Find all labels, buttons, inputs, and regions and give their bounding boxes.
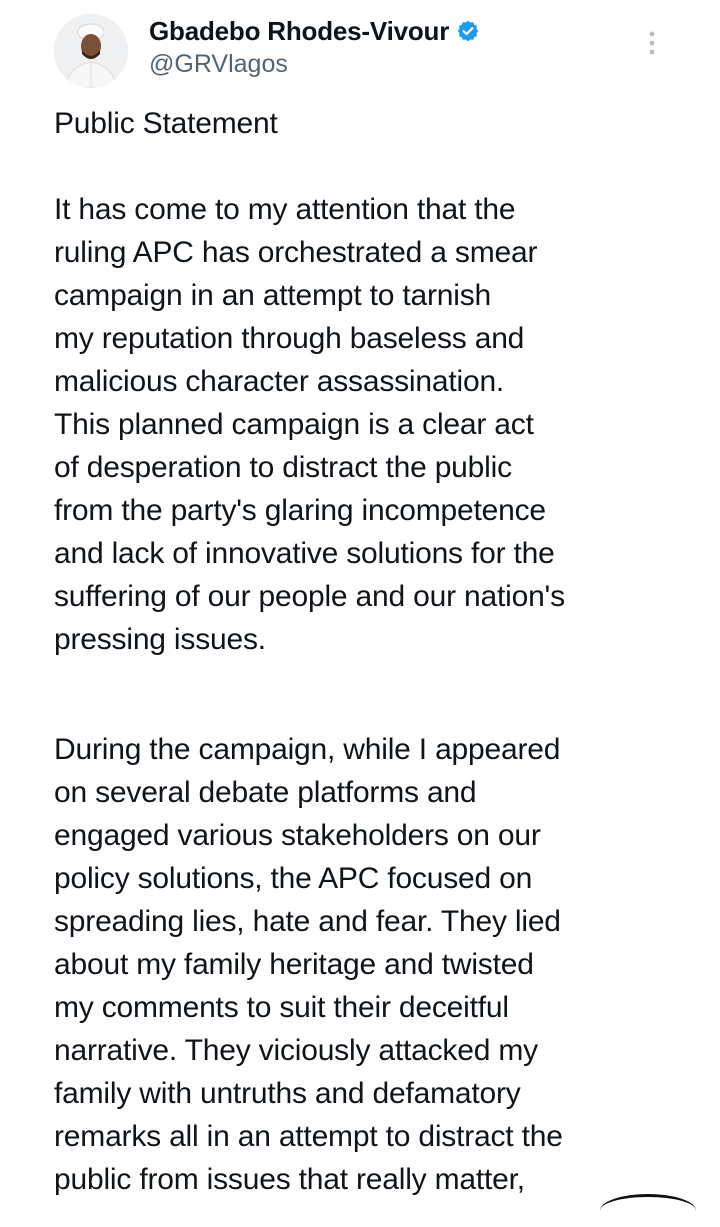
paragraph-2-line: policy solutions, the APC focused on bbox=[54, 862, 533, 895]
paragraph-2-line: public from issues that really matter, bbox=[54, 1163, 525, 1196]
display-name[interactable]: Gbadebo Rhodes-Vivour bbox=[149, 15, 450, 46]
user-handle[interactable]: @GRVlagos bbox=[149, 50, 288, 78]
paragraph-2-line: about my family heritage and twisted bbox=[54, 948, 534, 981]
paragraph-1-line: of desperation to distract the public bbox=[54, 451, 512, 484]
paragraph-2-line: spreading lies, hate and fear. They lied bbox=[54, 905, 561, 938]
tweet-header bbox=[0, 0, 720, 100]
paragraph-1-line: my reputation through baseless and bbox=[54, 322, 525, 355]
floating-button-edge[interactable] bbox=[600, 1194, 696, 1227]
paragraph-1-line: It has come to my attention that the bbox=[54, 193, 516, 226]
paragraph-1-line: malicious character assassination. bbox=[54, 365, 505, 398]
tweet-text bbox=[54, 102, 694, 1201]
paragraph-2-line: family with untruths and defamatory bbox=[54, 1077, 521, 1110]
paragraph-1-line: pressing issues. bbox=[54, 623, 266, 656]
paragraph-1-line: suffering of our people and our nation's bbox=[54, 580, 565, 613]
name-row bbox=[149, 14, 479, 48]
user-info bbox=[149, 14, 479, 79]
paragraph-1-line: and lack of innovative solutions for the bbox=[54, 537, 555, 570]
paragraph-1-line: from the party's glaring incompetence bbox=[54, 494, 546, 527]
paragraph-2-line: remarks all in an attempt to distract the bbox=[54, 1120, 563, 1153]
spacer bbox=[54, 145, 694, 188]
paragraph-1-line: ruling APC has orchestrated a smear bbox=[54, 236, 538, 269]
paragraph-2-line: During the campaign, while I appeared bbox=[54, 733, 561, 766]
paragraph-2-line: engaged various stakeholders on our bbox=[54, 819, 541, 852]
paragraph-2-line: on several debate platforms and bbox=[54, 776, 477, 809]
avatar-image bbox=[54, 14, 128, 88]
tweet-title: Public Statement bbox=[54, 107, 278, 140]
paragraph-1-line: This planned campaign is a clear act bbox=[54, 408, 534, 441]
more-vertical-icon[interactable] bbox=[640, 28, 664, 60]
paragraph-2-line: my comments to suit their deceitful bbox=[54, 991, 509, 1024]
paragraph-2-line: narrative. They viciously attacked my bbox=[54, 1034, 538, 1067]
paragraph-1-line: campaign in an attempt to tarnish bbox=[54, 279, 491, 312]
spacer bbox=[54, 661, 694, 728]
verified-badge-icon bbox=[457, 20, 479, 42]
avatar[interactable] bbox=[54, 14, 128, 88]
